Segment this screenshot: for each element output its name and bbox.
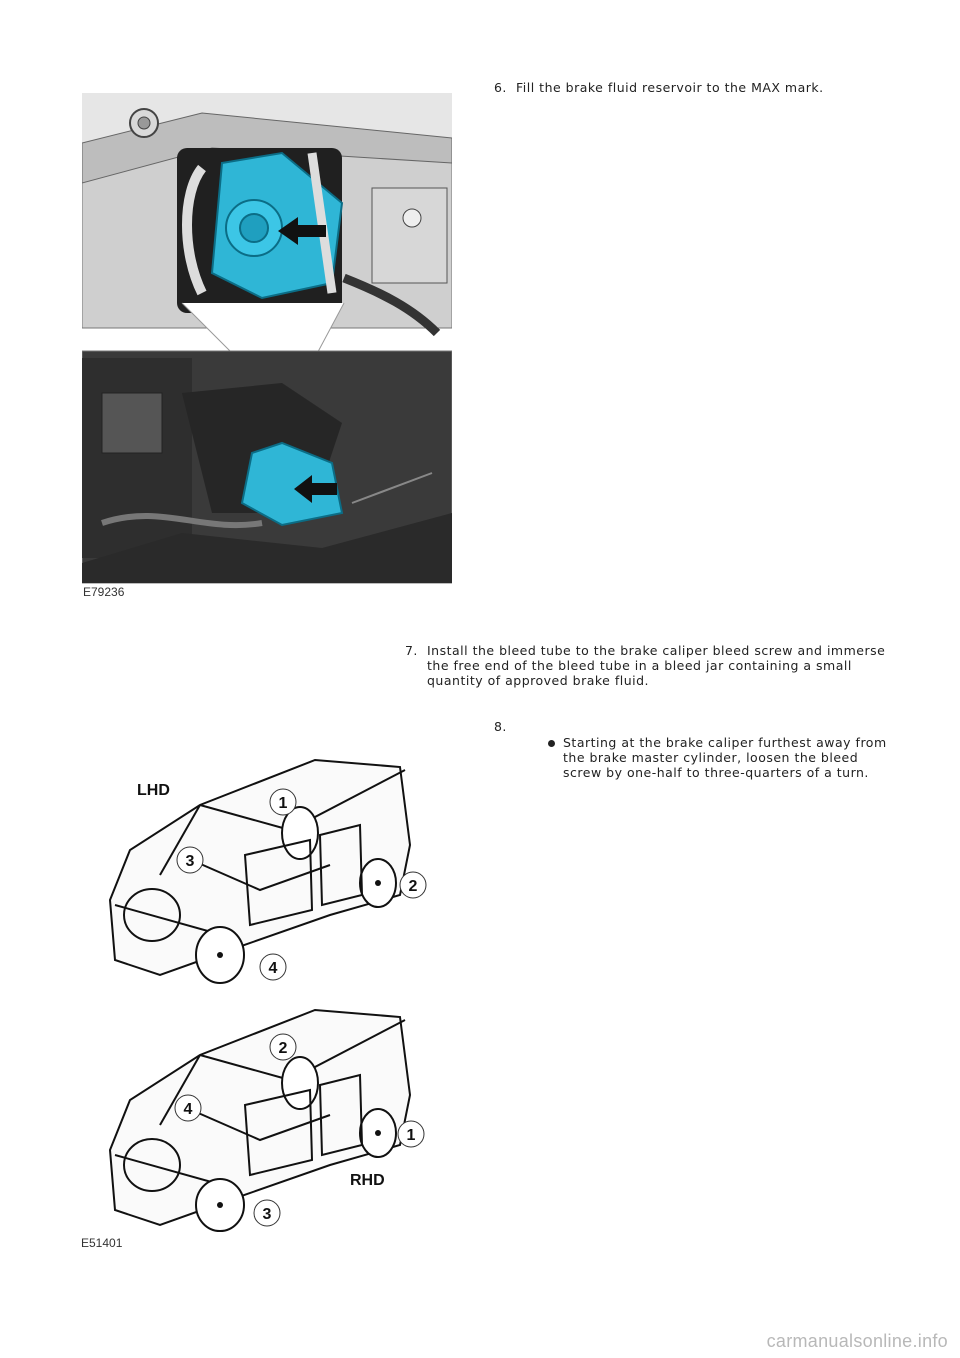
step-8-number: 8. (494, 719, 507, 734)
step-6-number: 6. (494, 80, 507, 95)
reservoir-figure (82, 93, 452, 585)
reservoir-illustration (82, 93, 452, 585)
vehicles-illustration (100, 745, 440, 1235)
step-7-number: 7. (405, 643, 418, 658)
step-6-text: Fill the brake fluid reservoir to the MAX mark. (516, 80, 824, 95)
svg-text:3: 3 (262, 1206, 272, 1223)
step-8-line: the brake master cylinder, loosen the bleed (563, 750, 859, 765)
lhd-label: LHD (137, 782, 170, 799)
svg-text:2: 2 (278, 1040, 288, 1057)
watermark: carmanualsonline.info (766, 1331, 948, 1351)
svg-text:1: 1 (406, 1127, 416, 1144)
svg-text:4: 4 (268, 960, 278, 977)
step-8-bullet-text (563, 735, 887, 780)
step-8-line: Starting at the brake caliper furthest away from (563, 735, 887, 750)
step-8-line: screw by one-half to three-quarters of a turn. (563, 765, 869, 780)
rhd-label: RHD (350, 1172, 385, 1189)
callout-lhd-4 (260, 954, 286, 980)
callout-rhd-1 (398, 1121, 424, 1147)
callout-rhd-4 (175, 1095, 201, 1121)
step-7-line: Install the bleed tube to the brake caliper bleed screw and immerse (427, 643, 886, 658)
svg-text:2: 2 (408, 878, 418, 895)
bullet-icon (548, 740, 555, 747)
svg-text:1: 1 (278, 795, 288, 812)
figure-id-vehicles: E51401 (81, 1236, 123, 1250)
callout-lhd-2 (400, 872, 426, 898)
callout-rhd-2 (270, 1034, 296, 1060)
svg-text:3: 3 (185, 853, 195, 870)
vehicles-figure (100, 745, 440, 1235)
svg-text:4: 4 (183, 1101, 193, 1118)
step-7-line: quantity of approved brake fluid. (427, 673, 650, 688)
callout-rhd-3 (254, 1200, 280, 1226)
step-7-text (427, 643, 885, 688)
step-7-line: the free end of the bleed tube in a bleed jar containing a small (427, 658, 852, 673)
callout-lhd-3 (177, 847, 203, 873)
callout-lhd-1 (270, 789, 296, 815)
figure-id-reservoir: E79236 (83, 585, 125, 599)
